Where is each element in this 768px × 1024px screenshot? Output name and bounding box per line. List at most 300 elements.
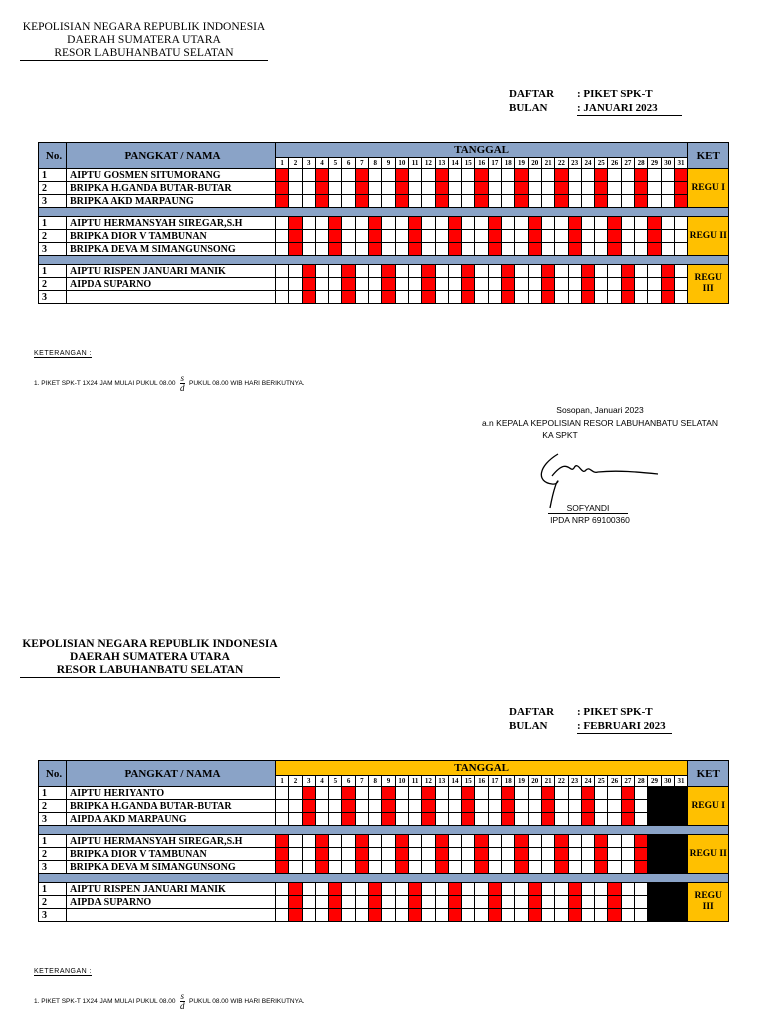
row-name: BRIPKA DIOR V TAMBUNAN bbox=[67, 848, 276, 861]
day-cell bbox=[541, 217, 554, 230]
day-number: 3 bbox=[302, 158, 315, 169]
day-number: 26 bbox=[608, 776, 621, 787]
day-number: 30 bbox=[661, 158, 674, 169]
day-cell bbox=[369, 909, 382, 922]
day-cell bbox=[528, 909, 541, 922]
day-cell bbox=[462, 813, 475, 826]
day-cell bbox=[555, 909, 568, 922]
day-cell bbox=[635, 217, 648, 230]
day-cell bbox=[475, 800, 488, 813]
col-no-header: No. bbox=[39, 761, 67, 787]
day-cell bbox=[568, 896, 581, 909]
day-number: 27 bbox=[621, 776, 634, 787]
day-cell bbox=[462, 800, 475, 813]
day-cell bbox=[568, 291, 581, 304]
day-cell bbox=[661, 787, 674, 800]
day-cell bbox=[515, 896, 528, 909]
day-cell bbox=[315, 813, 328, 826]
row-name: AIPTU HERMANSYAH SIREGAR,S.H bbox=[67, 217, 276, 230]
day-number: 5 bbox=[329, 158, 342, 169]
day-cell bbox=[276, 169, 289, 182]
day-cell bbox=[515, 883, 528, 896]
day-cell bbox=[342, 169, 355, 182]
notes-item-start: 1. PIKET SPK-T 1X24 JAM MULAI PUKUL 08.00 bbox=[34, 998, 176, 1005]
table-row bbox=[39, 861, 729, 874]
table-row bbox=[39, 265, 729, 278]
day-cell bbox=[608, 278, 621, 291]
table-row bbox=[39, 848, 729, 861]
day-number: 26 bbox=[608, 158, 621, 169]
row-name: BRIPKA DEVA M SIMANGUNSONG bbox=[67, 243, 276, 256]
day-cell bbox=[276, 800, 289, 813]
day-cell bbox=[515, 800, 528, 813]
day-cell bbox=[595, 169, 608, 182]
day-cell bbox=[475, 835, 488, 848]
day-number: 8 bbox=[369, 776, 382, 787]
day-cell bbox=[528, 265, 541, 278]
notes-item-end: PUKUL 08.00 WIB HARI BERIKUTNYA. bbox=[189, 998, 305, 1005]
row-name: BRIPKA H.GANDA BUTAR-BUTAR bbox=[67, 182, 276, 195]
day-cell bbox=[581, 800, 594, 813]
day-cell bbox=[448, 169, 461, 182]
letterhead-line2: DAERAH SUMATERA UTARA bbox=[67, 34, 221, 46]
day-cell bbox=[302, 848, 315, 861]
row-name: BRIPKA DIOR V TAMBUNAN bbox=[67, 230, 276, 243]
day-cell bbox=[382, 835, 395, 848]
day-cell bbox=[395, 896, 408, 909]
day-cell bbox=[635, 800, 648, 813]
day-cell bbox=[422, 861, 435, 874]
day-cell bbox=[674, 195, 687, 208]
regu-label: REGU I bbox=[688, 787, 729, 826]
day-cell bbox=[435, 169, 448, 182]
day-number: 23 bbox=[568, 158, 581, 169]
day-cell bbox=[342, 182, 355, 195]
letterhead-line3: RESOR LABUHANBATU SELATAN bbox=[20, 47, 268, 61]
day-number: 1 bbox=[276, 776, 289, 787]
day-cell bbox=[435, 230, 448, 243]
day-cell bbox=[302, 230, 315, 243]
day-cell bbox=[674, 813, 687, 826]
col-tanggal-header: TANGGAL bbox=[276, 761, 688, 776]
day-cell bbox=[369, 883, 382, 896]
day-cell bbox=[595, 835, 608, 848]
day-cell bbox=[369, 230, 382, 243]
day-cell bbox=[674, 896, 687, 909]
day-cell bbox=[621, 861, 634, 874]
day-cell bbox=[355, 896, 368, 909]
day-cell bbox=[475, 278, 488, 291]
day-cell bbox=[541, 230, 554, 243]
day-cell bbox=[382, 787, 395, 800]
day-cell bbox=[515, 278, 528, 291]
day-cell bbox=[661, 217, 674, 230]
table-row bbox=[39, 835, 729, 848]
day-cell bbox=[595, 265, 608, 278]
day-cell bbox=[568, 883, 581, 896]
day-cell bbox=[475, 291, 488, 304]
day-number: 20 bbox=[528, 158, 541, 169]
day-cell bbox=[342, 787, 355, 800]
day-cell bbox=[528, 835, 541, 848]
day-number: 12 bbox=[422, 776, 435, 787]
day-cell bbox=[276, 243, 289, 256]
letterhead-line2: DAERAH SUMATERA UTARA bbox=[70, 651, 230, 663]
day-cell bbox=[289, 217, 302, 230]
row-name: AIPDA SUPARNO bbox=[67, 896, 276, 909]
day-cell bbox=[408, 278, 421, 291]
day-number: 5 bbox=[329, 776, 342, 787]
day-cell bbox=[315, 909, 328, 922]
day-cell bbox=[329, 848, 342, 861]
day-cell bbox=[568, 861, 581, 874]
day-cell bbox=[502, 195, 515, 208]
day-cell bbox=[342, 896, 355, 909]
day-cell bbox=[541, 278, 554, 291]
day-cell bbox=[355, 182, 368, 195]
sig-position: KA SPKT bbox=[542, 430, 578, 440]
table-row bbox=[39, 230, 729, 243]
day-cell bbox=[528, 230, 541, 243]
day-cell bbox=[395, 195, 408, 208]
day-cell bbox=[382, 861, 395, 874]
day-cell bbox=[648, 278, 661, 291]
day-cell bbox=[369, 169, 382, 182]
day-cell bbox=[555, 265, 568, 278]
day-cell bbox=[448, 787, 461, 800]
row-no: 1 bbox=[39, 835, 67, 848]
day-cell bbox=[621, 896, 634, 909]
day-cell bbox=[488, 217, 501, 230]
day-cell bbox=[422, 217, 435, 230]
day-cell bbox=[395, 787, 408, 800]
day-cell bbox=[581, 835, 594, 848]
day-cell bbox=[475, 243, 488, 256]
day-cell bbox=[329, 787, 342, 800]
row-no: 3 bbox=[39, 861, 67, 874]
day-cell bbox=[568, 909, 581, 922]
day-cell bbox=[435, 278, 448, 291]
day-number: 2 bbox=[289, 776, 302, 787]
day-cell bbox=[289, 182, 302, 195]
day-cell bbox=[369, 861, 382, 874]
day-cell bbox=[342, 291, 355, 304]
day-cell bbox=[541, 909, 554, 922]
day-cell bbox=[302, 896, 315, 909]
day-cell bbox=[448, 291, 461, 304]
row-name bbox=[67, 291, 276, 304]
day-number: 21 bbox=[541, 158, 554, 169]
day-cell bbox=[661, 278, 674, 291]
day-cell bbox=[541, 265, 554, 278]
day-cell bbox=[435, 243, 448, 256]
day-cell bbox=[488, 861, 501, 874]
day-cell bbox=[448, 195, 461, 208]
day-cell bbox=[502, 896, 515, 909]
day-cell bbox=[329, 243, 342, 256]
day-cell bbox=[635, 896, 648, 909]
row-name: AIPTU RISPEN JANUARI MANIK bbox=[67, 883, 276, 896]
day-cell bbox=[515, 813, 528, 826]
day-cell bbox=[674, 243, 687, 256]
day-cell bbox=[302, 265, 315, 278]
day-cell bbox=[608, 861, 621, 874]
day-cell bbox=[342, 909, 355, 922]
day-cell bbox=[621, 813, 634, 826]
day-cell bbox=[369, 896, 382, 909]
day-cell bbox=[621, 265, 634, 278]
day-number: 27 bbox=[621, 158, 634, 169]
day-cell bbox=[595, 909, 608, 922]
day-cell bbox=[621, 217, 634, 230]
day-cell bbox=[302, 813, 315, 826]
day-cell bbox=[382, 909, 395, 922]
day-cell bbox=[568, 243, 581, 256]
day-cell bbox=[515, 169, 528, 182]
day-cell bbox=[355, 195, 368, 208]
day-cell bbox=[608, 848, 621, 861]
day-cell bbox=[568, 265, 581, 278]
day-cell bbox=[488, 813, 501, 826]
notes-item-start: 1. PIKET SPK-T 1X24 JAM MULAI PUKUL 08.00 bbox=[34, 380, 176, 387]
day-cell bbox=[475, 787, 488, 800]
day-cell bbox=[355, 217, 368, 230]
day-cell bbox=[382, 848, 395, 861]
day-cell bbox=[661, 243, 674, 256]
day-cell bbox=[342, 813, 355, 826]
day-cell bbox=[648, 243, 661, 256]
day-cell bbox=[621, 883, 634, 896]
day-cell bbox=[448, 243, 461, 256]
day-number: 28 bbox=[635, 158, 648, 169]
day-cell bbox=[435, 861, 448, 874]
day-cell bbox=[502, 217, 515, 230]
day-cell bbox=[289, 835, 302, 848]
day-cell bbox=[395, 278, 408, 291]
day-cell bbox=[528, 278, 541, 291]
day-cell bbox=[369, 217, 382, 230]
day-cell bbox=[555, 883, 568, 896]
day-cell bbox=[315, 182, 328, 195]
day-cell bbox=[621, 909, 634, 922]
row-no: 3 bbox=[39, 291, 67, 304]
day-cell bbox=[568, 230, 581, 243]
day-cell bbox=[422, 278, 435, 291]
day-cell bbox=[608, 217, 621, 230]
day-cell bbox=[608, 182, 621, 195]
day-cell bbox=[648, 217, 661, 230]
day-cell bbox=[555, 291, 568, 304]
day-cell bbox=[621, 195, 634, 208]
day-cell bbox=[541, 182, 554, 195]
day-cell bbox=[555, 848, 568, 861]
day-cell bbox=[276, 278, 289, 291]
day-cell bbox=[674, 265, 687, 278]
day-cell bbox=[329, 909, 342, 922]
day-cell bbox=[369, 813, 382, 826]
day-cell bbox=[315, 278, 328, 291]
day-cell bbox=[674, 800, 687, 813]
day-cell bbox=[435, 217, 448, 230]
day-cell bbox=[395, 848, 408, 861]
day-cell bbox=[541, 195, 554, 208]
day-cell bbox=[475, 169, 488, 182]
day-cell bbox=[329, 291, 342, 304]
day-cell bbox=[422, 813, 435, 826]
day-cell bbox=[475, 195, 488, 208]
day-cell bbox=[395, 909, 408, 922]
day-cell bbox=[422, 230, 435, 243]
row-name: AIPTU RISPEN JANUARI MANIK bbox=[67, 265, 276, 278]
day-cell bbox=[382, 291, 395, 304]
day-cell bbox=[342, 883, 355, 896]
day-number: 29 bbox=[648, 776, 661, 787]
row-no: 1 bbox=[39, 169, 67, 182]
day-cell bbox=[342, 195, 355, 208]
day-cell bbox=[302, 800, 315, 813]
day-cell bbox=[435, 883, 448, 896]
day-cell bbox=[488, 800, 501, 813]
day-cell bbox=[581, 195, 594, 208]
day-cell bbox=[541, 896, 554, 909]
day-number: 22 bbox=[555, 158, 568, 169]
day-cell bbox=[422, 243, 435, 256]
day-cell bbox=[661, 909, 674, 922]
day-cell bbox=[674, 835, 687, 848]
day-cell bbox=[555, 835, 568, 848]
day-cell bbox=[674, 861, 687, 874]
day-cell bbox=[475, 217, 488, 230]
daftar-label: DAFTAR bbox=[509, 88, 555, 100]
day-cell bbox=[555, 800, 568, 813]
table-row bbox=[39, 217, 729, 230]
day-number: 16 bbox=[475, 776, 488, 787]
day-cell bbox=[555, 182, 568, 195]
row-no: 2 bbox=[39, 848, 67, 861]
day-cell bbox=[315, 896, 328, 909]
day-cell bbox=[369, 195, 382, 208]
day-number: 23 bbox=[568, 776, 581, 787]
day-cell bbox=[395, 265, 408, 278]
day-cell bbox=[581, 813, 594, 826]
day-cell bbox=[608, 230, 621, 243]
day-cell bbox=[661, 291, 674, 304]
day-cell bbox=[369, 278, 382, 291]
day-cell bbox=[648, 883, 661, 896]
day-cell bbox=[342, 278, 355, 291]
day-cell bbox=[648, 848, 661, 861]
day-cell bbox=[661, 230, 674, 243]
day-cell bbox=[595, 883, 608, 896]
row-no: 1 bbox=[39, 883, 67, 896]
day-cell bbox=[448, 835, 461, 848]
day-cell bbox=[369, 848, 382, 861]
day-cell bbox=[661, 265, 674, 278]
day-cell bbox=[581, 278, 594, 291]
day-cell bbox=[355, 169, 368, 182]
day-cell bbox=[448, 182, 461, 195]
day-cell bbox=[581, 848, 594, 861]
day-number: 18 bbox=[502, 776, 515, 787]
day-cell bbox=[289, 883, 302, 896]
day-cell bbox=[329, 169, 342, 182]
day-cell bbox=[408, 813, 421, 826]
day-cell bbox=[568, 195, 581, 208]
day-cell bbox=[408, 896, 421, 909]
day-cell bbox=[581, 182, 594, 195]
day-cell bbox=[276, 291, 289, 304]
col-tanggal-header: TANGGAL bbox=[276, 143, 688, 158]
day-cell bbox=[555, 230, 568, 243]
day-cell bbox=[382, 169, 395, 182]
day-cell bbox=[462, 278, 475, 291]
day-number: 11 bbox=[408, 776, 421, 787]
table-row bbox=[39, 883, 729, 896]
regu-label: REGU II bbox=[688, 217, 729, 256]
day-cell bbox=[541, 848, 554, 861]
day-cell bbox=[369, 265, 382, 278]
day-cell bbox=[608, 787, 621, 800]
day-cell bbox=[648, 835, 661, 848]
day-cell bbox=[395, 861, 408, 874]
day-cell bbox=[621, 291, 634, 304]
day-number: 25 bbox=[595, 776, 608, 787]
schedule-block-february bbox=[0, 620, 768, 1024]
day-cell bbox=[555, 787, 568, 800]
day-cell bbox=[382, 217, 395, 230]
day-cell bbox=[674, 217, 687, 230]
sd-fraction bbox=[180, 374, 186, 393]
frac-bottom: d bbox=[180, 1001, 185, 1011]
day-cell bbox=[276, 217, 289, 230]
group-separator bbox=[39, 874, 729, 883]
day-cell bbox=[648, 169, 661, 182]
day-cell bbox=[315, 265, 328, 278]
day-cell bbox=[621, 848, 634, 861]
row-no: 3 bbox=[39, 243, 67, 256]
day-cell bbox=[422, 182, 435, 195]
row-name: AIPTU GOSMEN SITUMORANG bbox=[67, 169, 276, 182]
day-cell bbox=[435, 909, 448, 922]
day-cell bbox=[595, 230, 608, 243]
day-cell bbox=[462, 896, 475, 909]
col-no-header: No. bbox=[39, 143, 67, 169]
day-cell bbox=[302, 243, 315, 256]
day-cell bbox=[329, 896, 342, 909]
day-cell bbox=[355, 243, 368, 256]
day-cell bbox=[635, 230, 648, 243]
day-cell bbox=[315, 217, 328, 230]
letterhead-line1: KEPOLISIAN NEGARA REPUBLIK INDONESIA bbox=[22, 21, 266, 33]
regu-label: REGU II bbox=[688, 835, 729, 874]
day-cell bbox=[369, 182, 382, 195]
table-row bbox=[39, 278, 729, 291]
day-cell bbox=[315, 169, 328, 182]
day-cell bbox=[289, 896, 302, 909]
day-cell bbox=[648, 861, 661, 874]
day-cell bbox=[528, 813, 541, 826]
day-cell bbox=[342, 848, 355, 861]
day-cell bbox=[502, 265, 515, 278]
day-cell bbox=[488, 848, 501, 861]
day-cell bbox=[515, 230, 528, 243]
day-number: 7 bbox=[355, 776, 368, 787]
day-cell bbox=[462, 848, 475, 861]
day-cell bbox=[448, 848, 461, 861]
day-cell bbox=[674, 182, 687, 195]
day-cell bbox=[289, 909, 302, 922]
day-cell bbox=[462, 861, 475, 874]
